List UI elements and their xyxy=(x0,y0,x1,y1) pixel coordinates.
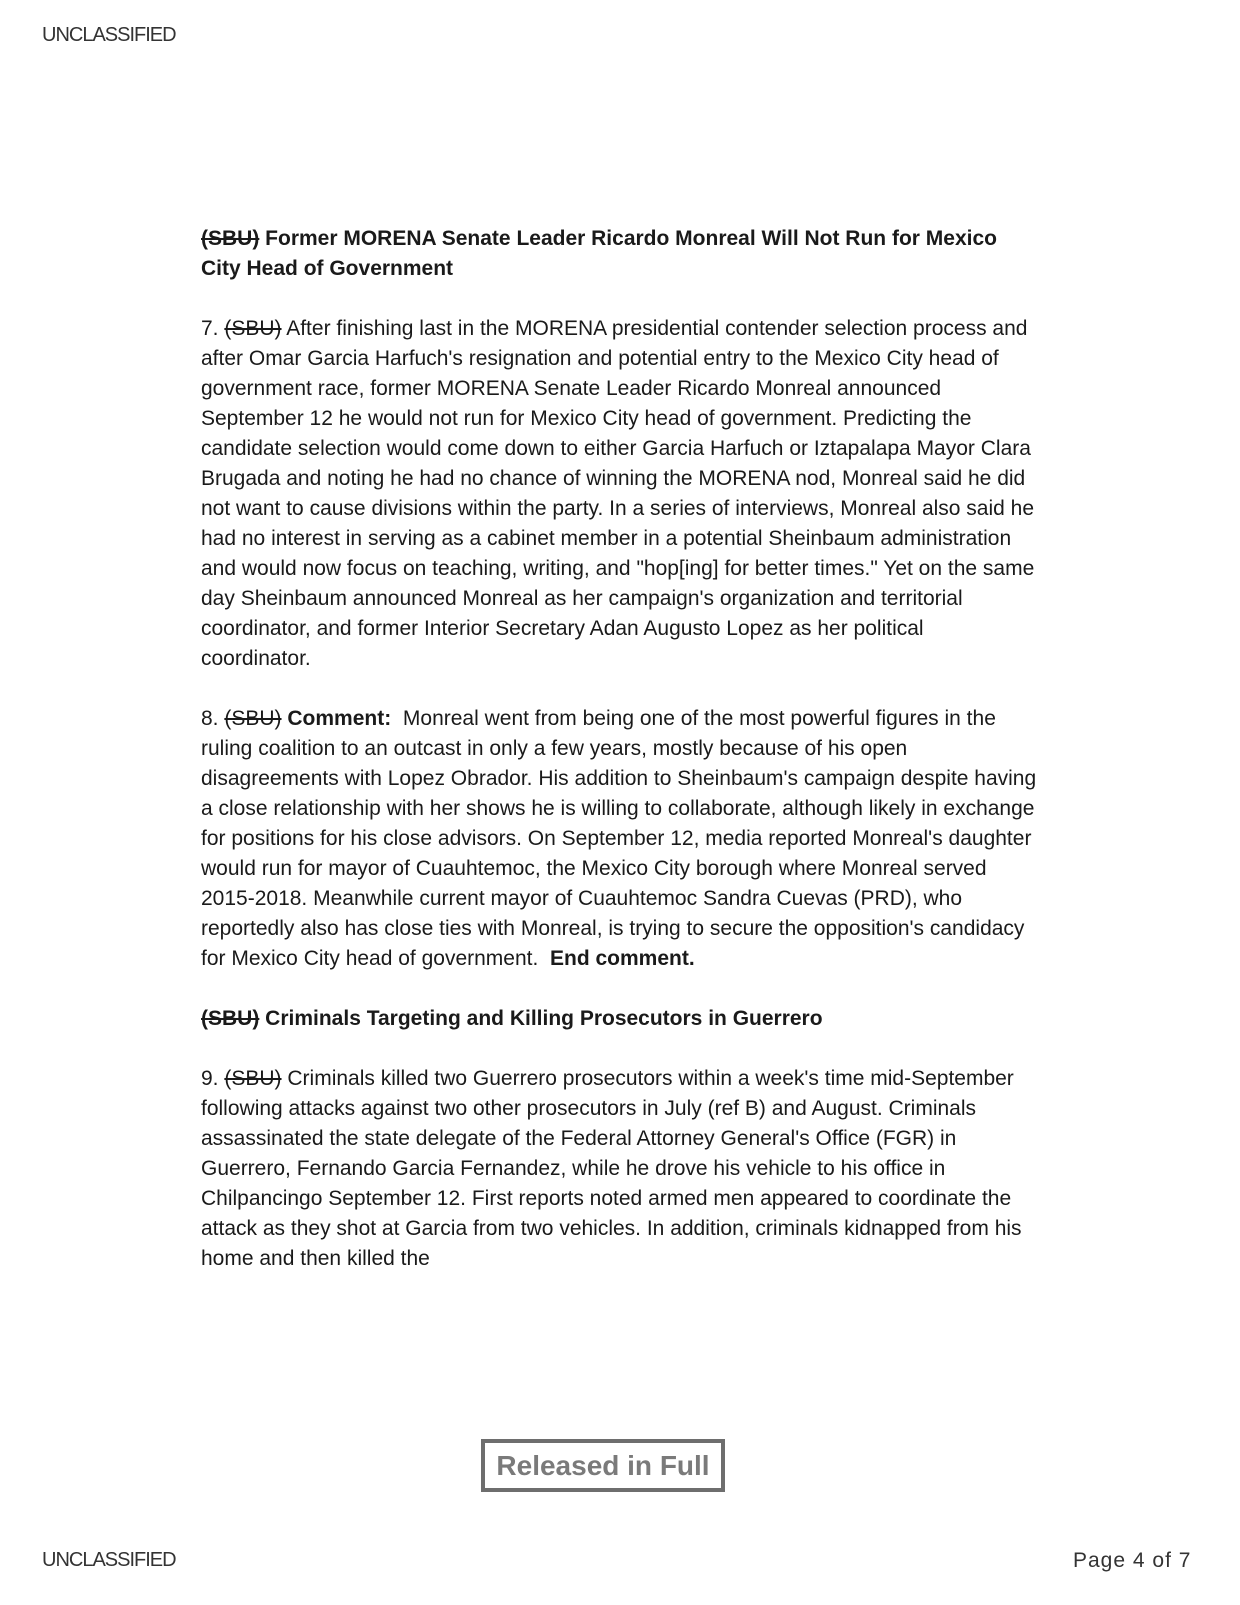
page-number: Page 4 of 7 xyxy=(1073,1549,1192,1572)
paragraph-text: Criminals killed two Guerrero prosecutors within a week's time mid-September following attacks against two other prosecutors in July (ref B) and August. Criminals assassinated the state delegate of the Federal Attorney General's Office (FGR) in Guerrero, Fernando Garcia Fernandez, while he drove his vehicle to his office in Chilpancingo September 12. First reports noted armed men appeared to coordinate the attack as they shot at Garcia from two vehicles. In addition, criminals kidnapped from his home and then killed the xyxy=(201,1067,1022,1270)
sbu-marking: (SBU) xyxy=(224,1067,282,1090)
paragraph-7 xyxy=(201,314,1039,674)
comment-label: Comment: xyxy=(287,707,392,730)
paragraph-number: 8. xyxy=(201,707,219,730)
paragraph-text: Monreal went from being one of the most powerful figures in the ruling coalition to an outcast in only a few years, mostly because of his open disagreements with Lopez Obrador. His addition to Sheinbaum's campaign despite having a close relationship with her shows he is willing to collaborate, although likely in exchange for positions for his close advisors. On September 12, media reported Monreal's daughter would run for mayor of Cuauhtemoc, the Mexico City borough where Monreal served 2015-2018. Meanwhile current mayor of Cuauhtemoc Sandra Cuevas (PRD), who reportedly also has close ties with Monreal, is trying to secure the opposition's candidacy for Mexico City head of government. xyxy=(201,707,1037,970)
stamp-text: Released in Full xyxy=(496,1449,710,1481)
header-classification: UNCLASSIFIED xyxy=(42,24,176,46)
paragraph-number: 7. xyxy=(201,317,219,340)
document-body xyxy=(201,224,1039,1304)
end-comment-label: End comment. xyxy=(550,947,695,970)
footer-classification: UNCLASSIFIED xyxy=(42,1549,176,1571)
sbu-marking: (SBU) xyxy=(224,317,282,340)
sbu-marking: (SBU) xyxy=(201,227,260,250)
released-in-full-stamp xyxy=(481,1439,725,1492)
paragraph-text: After finishing last in the MORENA presidential contender selection process and after Omar Garcia Harfuch's resignation and potential entry to the Mexico City head of government race, former MORENA Senate Leader Ricardo Monreal announced September 12 he would not run for Mexico City head of government. Predicting the candidate selection would come down to either Garcia Harfuch or Iztapalapa Mayor Clara Brugada and noting he had no chance of winning the MORENA nod, Monreal said he did not want to cause divisions within the party. In a series of interviews, Monreal also said he had no interest in serving as a cabinet member in a potential Sheinbaum administration and would now focus on teaching, writing, and "hop[ing] for better times." Yet on the same day Sheinbaum announced Monreal as her campaign's organization and territorial coordinator, and former Interior Secretary Adan Augusto Lopez as her political coordinator. xyxy=(201,317,1035,670)
paragraph-9 xyxy=(201,1064,1039,1274)
section-title: Former MORENA Senate Leader Ricardo Monreal Will Not Run for Mexico City Head of Government xyxy=(201,227,997,280)
section-heading-guerrero xyxy=(201,1004,1039,1034)
section-title: Criminals Targeting and Killing Prosecutors in Guerrero xyxy=(265,1007,823,1030)
paragraph-number: 9. xyxy=(201,1067,219,1090)
section-heading-monreal xyxy=(201,224,1039,284)
paragraph-8 xyxy=(201,704,1039,974)
sbu-marking: (SBU) xyxy=(201,1007,260,1030)
sbu-marking: (SBU) xyxy=(224,707,282,730)
